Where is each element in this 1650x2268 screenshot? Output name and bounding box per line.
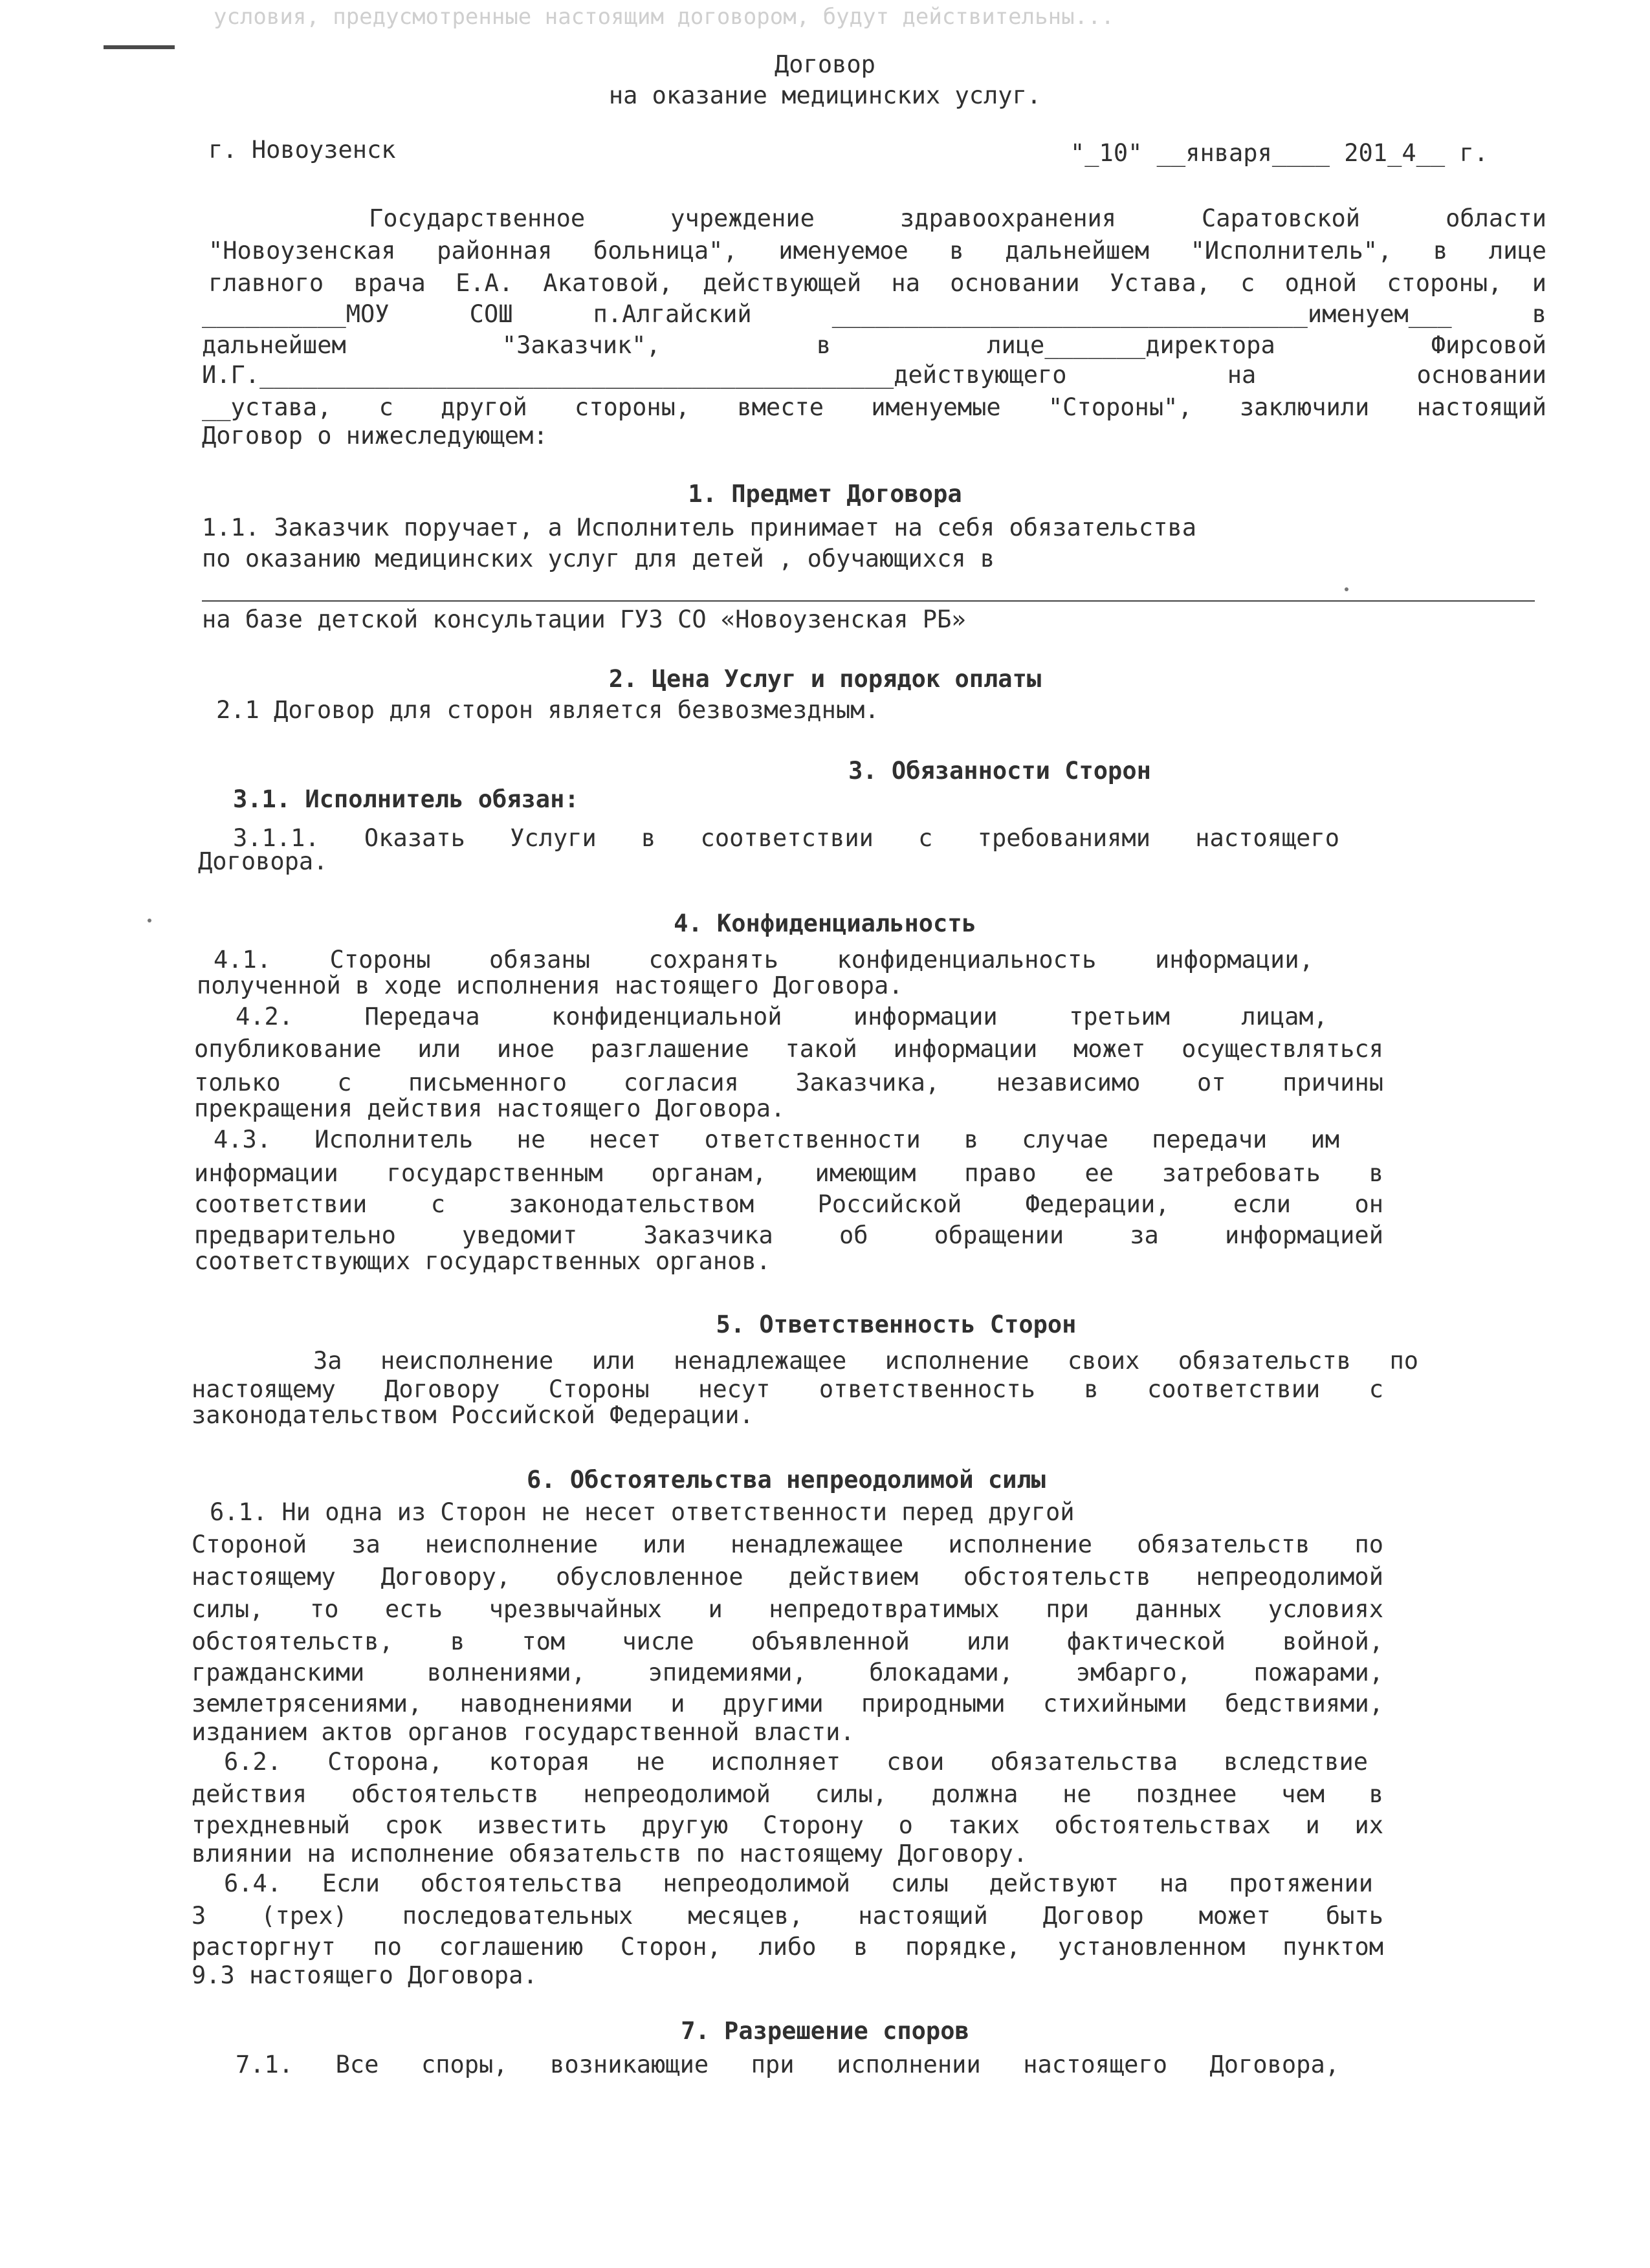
section-5-line: настоящему Договору Стороны несут ответственность в соответствии с (192, 1375, 1383, 1403)
bleed-through-text: условия, предусмотренные настоящим договором, будут действительны... (214, 4, 1114, 30)
scan-dot (1345, 587, 1348, 591)
section-6-line: настоящему Договору, обусловленное действием обстоятельств непреодолимой (192, 1563, 1383, 1591)
section-heading-2: 2. Цена Услуг и порядок оплаты (608, 665, 1042, 693)
section-6-line: расторгнут по соглашению Сторон, либо в порядке, установленном пунктом (192, 1933, 1383, 1961)
section-1-line: 1.1. Заказчик поручает, а Исполнитель принимает на себя обязательства (202, 514, 1197, 541)
document-title: Договор (775, 50, 875, 78)
contract-date: "_10" __января____ 201_4__ г. (1070, 139, 1489, 167)
preamble-line: главного врача Е.А. Акатовой, действующей на основании Устава, с одной стороны, и (208, 269, 1546, 297)
section-heading-1: 1. Предмет Договора (688, 480, 962, 508)
section-4-line: полученной в ходе исполнения настоящего Договора. (197, 972, 903, 999)
section-3-line: Договора. (198, 847, 328, 875)
section-5-line: законодательством Российской Федерации. (192, 1401, 754, 1429)
preamble-line: Договор о нижеследующем: (202, 422, 548, 450)
section-6-line: обстоятельств, в том числе объявленной или фактической войной, (192, 1628, 1383, 1655)
section-3-line: 3.1. Исполнитель обязан: (233, 785, 579, 813)
section-6-line: трехдневный срок известить другую Сторону о таких обстоятельствах и их (192, 1811, 1383, 1839)
section-6-line: Стороной за неисполнение или ненадлежащее исполнение обязательств по (192, 1531, 1383, 1558)
section-1-line: по оказанию медицинских услуг для детей , обучающихся в (202, 545, 995, 572)
section-3-line: 3.1.1. Оказать Услуги в соответствии с требованиями настоящего (233, 824, 1339, 852)
preamble-line: __устава, с другой стороны, вместе именуемые "Стороны", заключили настоящий (202, 393, 1546, 421)
document-subtitle: на оказание медицинских услуг. (608, 82, 1042, 109)
section-heading-3: 3. Обязанности Сторон (848, 757, 1151, 785)
section-1-line: на базе детской консультации ГУЗ СО «Новоузенская РБ» (202, 605, 966, 633)
section-4-line: прекращения действия настоящего Договора. (194, 1095, 786, 1122)
section-6-line: 6.2. Сторона, которая не исполняет свои обязательства вследствие (224, 1748, 1368, 1776)
section-4-line: 4.1. Стороны обязаны сохранять конфиденциальность информации, (214, 946, 1314, 974)
section-4-line: 4.3. Исполнитель не несет ответственности в случае передачи им (214, 1126, 1339, 1153)
preamble-line: дальнейшем "Заказчик", в лице_______директора Фирсовой (202, 331, 1546, 359)
section-6-line: действия обстоятельств непреодолимой силы, должна не позднее чем в (192, 1780, 1383, 1808)
section-heading-6: 6. Обстоятельства непреодолимой силы (527, 1466, 1046, 1494)
section-4-line: соответствии с законодательством Российской Федерации, если он (194, 1190, 1383, 1218)
section-7-line: 7.1. Все споры, возникающие при исполнении настоящего Договора, (236, 2051, 1339, 2078)
preamble-line: И.Г.____________________________________________действующего на основании (202, 361, 1546, 389)
section-4-line: опубликование или иное разглашение такой информации может осуществляться (194, 1035, 1383, 1063)
section-6-line: 3 (трех) последовательных месяцев, настоящий Договор может быть (192, 1902, 1383, 1930)
section-6-line: влиянии на исполнение обязательств по настоящему Договору. (192, 1840, 1028, 1868)
section-6-line: 6.4. Если обстоятельства непреодолимой силы действуют на протяжении (224, 1870, 1373, 1897)
section-heading-7: 7. Разрешение споров (681, 2017, 969, 2045)
section-4-line: предварительно уведомит Заказчика об обращении за информацией (194, 1221, 1383, 1249)
section-6-line: землетрясениями, наводнениями и другими природными стихийными бедствиями, (192, 1690, 1383, 1717)
section-6-line: 9.3 настоящего Договора. (192, 1961, 538, 1989)
preamble-line: "Новоузенская районная больница", именуемое в дальнейшем "Исполнитель", в лице (208, 237, 1546, 265)
section-4-line: только с письменного согласия Заказчика, независимо от причины (194, 1069, 1383, 1096)
blank-underline (202, 600, 1535, 602)
section-6-line: изданием актов органов государственной власти. (192, 1718, 855, 1746)
section-4-line: информации государственным органам, имеющим право ее затребовать в (194, 1159, 1383, 1187)
preamble-line: __________МОУ СОШ п.Алгайский _________________________________именуем___ в (202, 300, 1546, 328)
preamble-line: Государственное учреждение здравоохранения Саратовской области (369, 204, 1546, 232)
section-6-line: гражданскими волнениями, эпидемиями, блокадами, эмбарго, пожарами, (192, 1659, 1383, 1686)
section-4-line: соответствующих государственных органов. (194, 1247, 771, 1275)
section-6-line: силы, то есть чрезвычайных и непредотвратимых при данных условиях (192, 1595, 1383, 1623)
contract-place: г. Новоузенск (208, 136, 396, 164)
section-2-line: 2.1 Договор для сторон является безвозмездным. (216, 696, 879, 724)
section-heading-4: 4. Конфиденциальность (674, 910, 976, 937)
section-4-line: 4.2. Передача конфиденциальной информации третьим лицам, (236, 1003, 1328, 1030)
scan-mark (104, 45, 175, 49)
section-heading-5: 5. Ответственность Сторон (716, 1311, 1077, 1338)
section-6-line: 6.1. Ни одна из Сторон не несет ответственности перед другой (210, 1498, 1075, 1526)
section-5-line: За неисполнение или ненадлежащее исполнение своих обязательств по (313, 1347, 1418, 1375)
